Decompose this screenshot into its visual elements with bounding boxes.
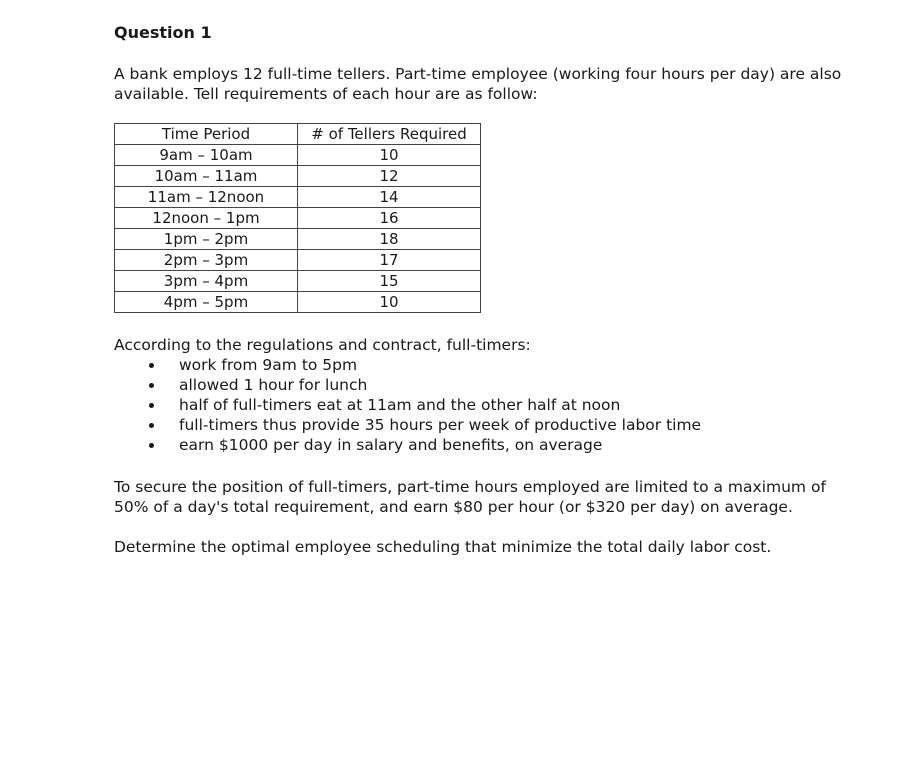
intro-paragraph: A bank employs 12 full-time tellers. Part-time employee (working four hours per day) are also available. Tell requirements of each hour are as follow: [114,65,842,103]
cell-time-period: 2pm – 3pm [115,250,298,271]
header-tellers-required: # of Tellers Required [298,124,481,145]
list-item-text: earn $1000 per day in salary and benefits, on average [179,436,603,454]
cell-time-period: 12noon – 1pm [115,208,298,229]
cell-tellers-required: 12 [298,166,481,187]
cell-tellers-required: 15 [298,271,481,292]
list-item-text: full-timers thus provide 35 hours per week of productive labor time [179,416,702,434]
bullet-icon [149,383,154,388]
cell-tellers-required: 17 [298,250,481,271]
list-item [114,395,844,415]
cell-time-period: 9am – 10am [115,145,298,166]
table-row [115,145,481,166]
cell-time-period: 1pm – 2pm [115,229,298,250]
regulations-lead: According to the regulations and contract, full-timers: [114,336,531,354]
task-paragraph: Determine the optimal employee scheduling that minimize the total daily labor cost. [114,538,772,556]
cell-time-period: 10am – 11am [115,166,298,187]
cell-tellers-required: 10 [298,292,481,313]
table-header-row [115,124,481,145]
cell-tellers-required: 10 [298,145,481,166]
table-row [115,292,481,313]
list-item-text: allowed 1 hour for lunch [179,376,368,394]
table-body [115,145,481,313]
cell-time-period: 3pm – 4pm [115,271,298,292]
question-heading: Question 1 [114,23,212,42]
document-page [114,22,844,557]
cell-tellers-required: 14 [298,187,481,208]
list-item-text: work from 9am to 5pm [179,356,358,374]
cell-tellers-required: 18 [298,229,481,250]
list-item [114,375,844,395]
cell-time-period: 4pm – 5pm [115,292,298,313]
table-row [115,166,481,187]
header-time-period: Time Period [115,124,298,145]
list-item [114,355,844,375]
bullet-icon [149,423,154,428]
table-row [115,229,481,250]
part-time-limit-paragraph: To secure the position of full-timers, part-time hours employed are limited to a maximum of 50% of a day's total requirement, and earn $80 per hour (or $320 per day) on average. [114,478,826,516]
list-item [114,415,844,435]
bullet-icon [149,363,154,368]
table-row [115,250,481,271]
table-row [115,208,481,229]
cell-time-period: 11am – 12noon [115,187,298,208]
tellers-table [114,123,481,313]
regulations-list [114,355,844,455]
bullet-icon [149,403,154,408]
bullet-icon [149,443,154,448]
cell-tellers-required: 16 [298,208,481,229]
table-row [115,271,481,292]
table-row [115,187,481,208]
list-item-text: half of full-timers eat at 11am and the other half at noon [179,396,621,414]
list-item [114,435,844,455]
